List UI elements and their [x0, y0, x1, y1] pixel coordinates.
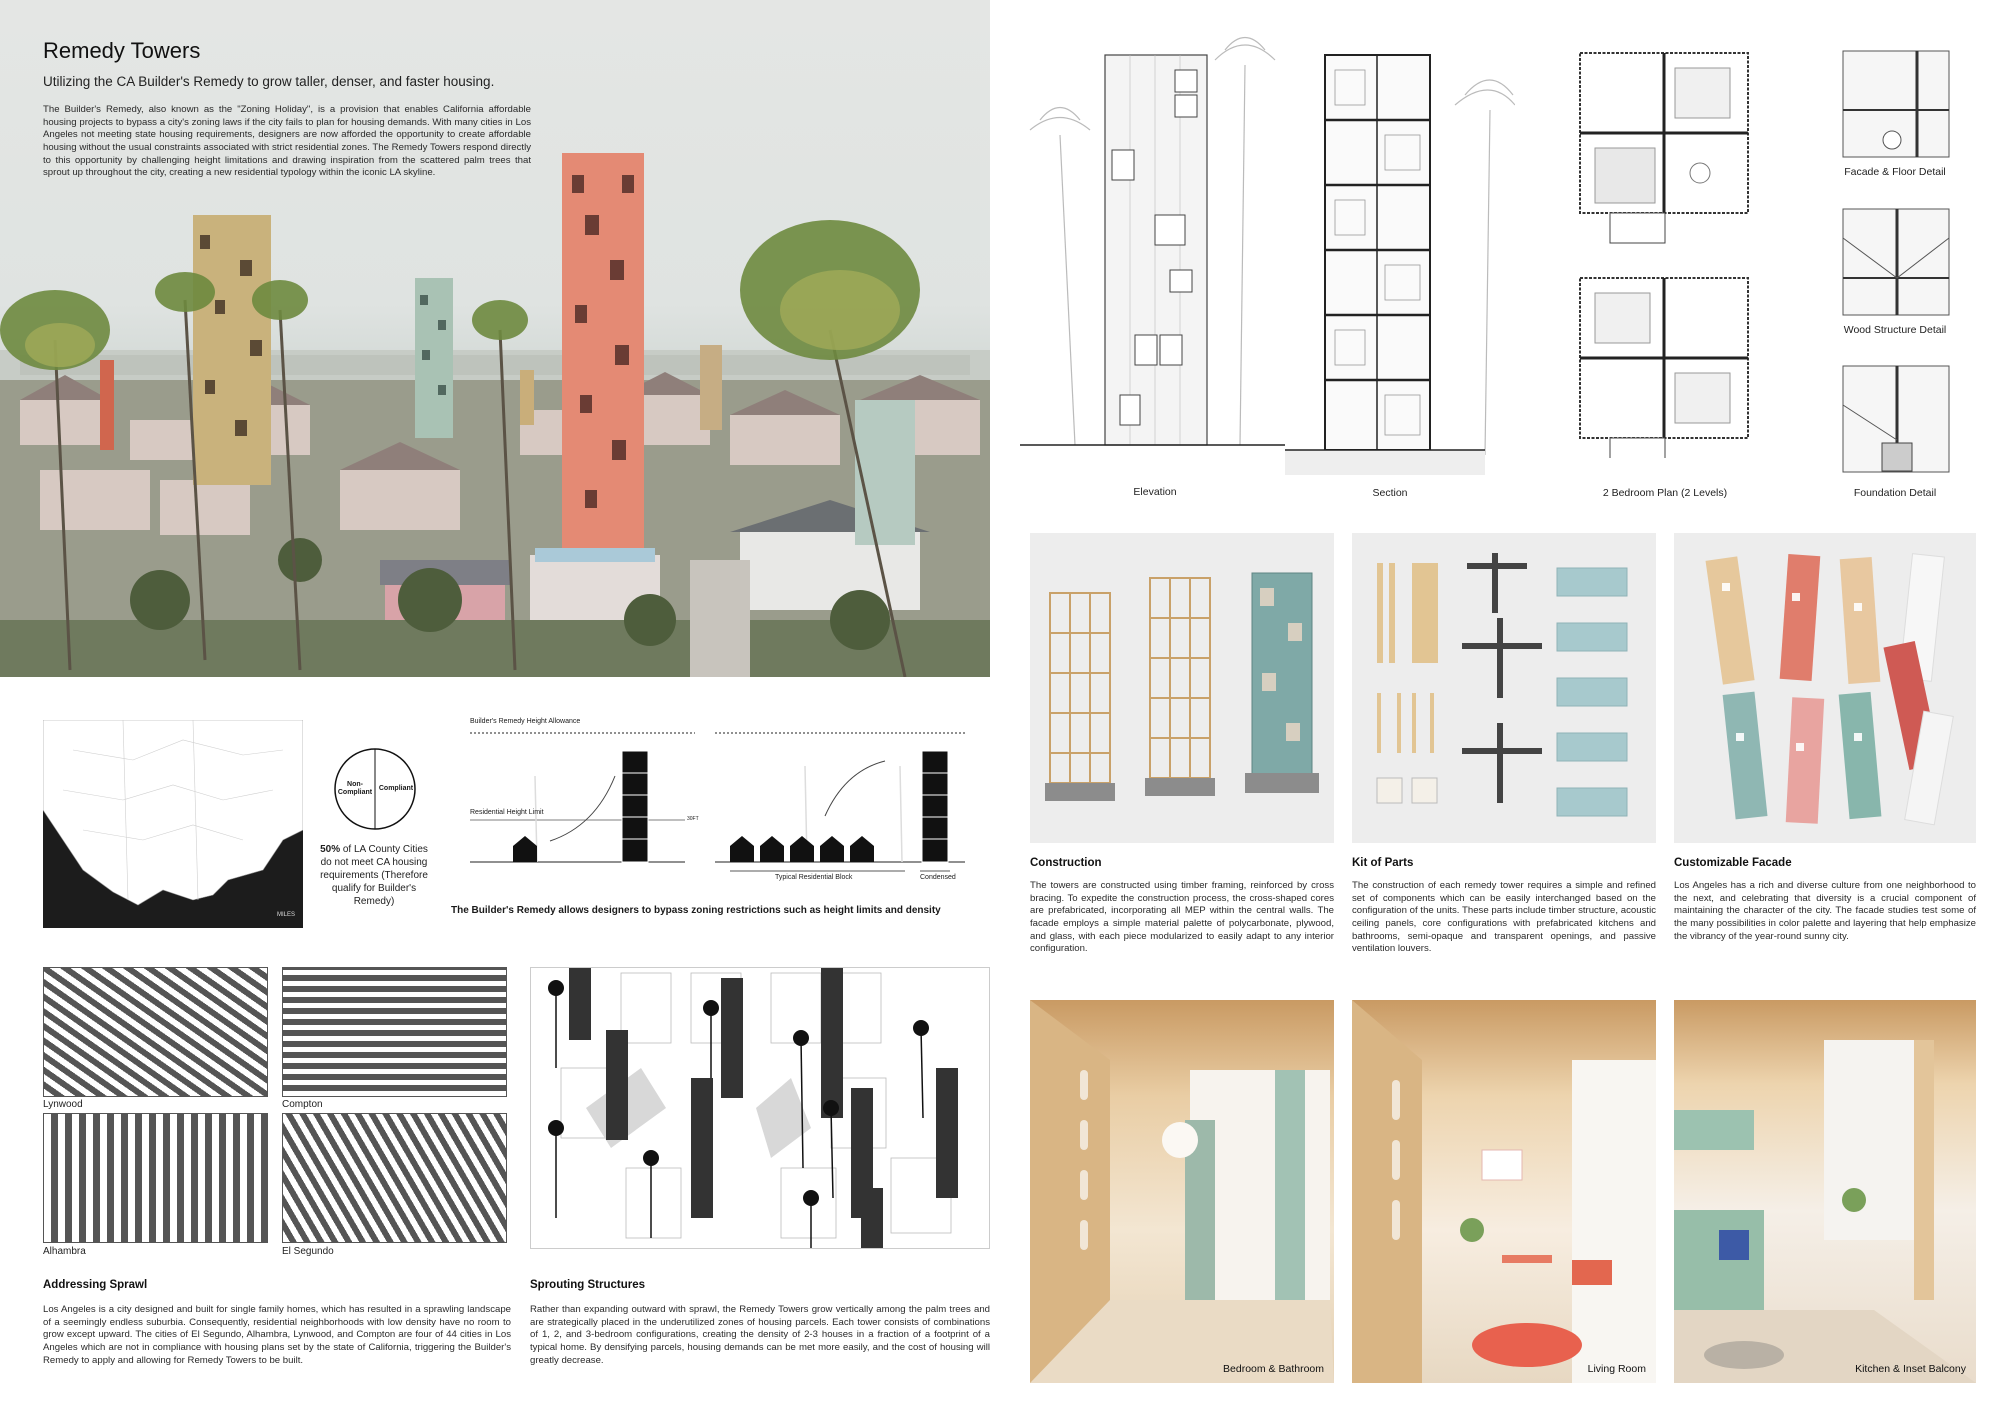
page-title: Remedy Towers — [43, 38, 201, 63]
label-lynwood: Lynwood — [43, 1099, 83, 1110]
la-county-map — [43, 720, 303, 928]
interior-kitchen-label: Kitchen & Inset Balcony — [1855, 1363, 1966, 1375]
sprouting-text: Rather than expanding outward with sprawl, the Remedy Towers grow vertically among the palm trees and are strategically placed in the underutilized zones of housing parcels. Each tower consists of combinations of 1, 2, and 3-bedroom configurations, creating the density of 2-3 houses in a fraction of a footprint of a typical home. By densifying parcels, housing demands can be met more easily, and the cost of housing will greatly decrease. — [530, 1304, 990, 1366]
pie-label-compliant: Compliant — [378, 785, 414, 792]
height-limit-value: 30FT — [687, 816, 699, 822]
construction-heading: Construction — [1030, 857, 1102, 869]
elevation-drawing — [1020, 25, 1290, 455]
height-allowance-label: Builder's Remedy Height Allowance — [470, 718, 581, 725]
hero-scene — [0, 0, 990, 677]
construction-image — [1030, 533, 1334, 843]
sprawl-text: Los Angeles is a city designed and built for single family homes, which has resulted in a sprawling landscape of a seemingly endless suburbia. Consequently, residential neighborhoods with low density have no room to grow except upward. The cities of El Segundo, Alhambra, Lynwood, and Compton are four of 44 cities in Los Angeles which are not in compliance with housing plans set by the state of California, triggering the Builder's Remedy to apply and allowing for Remedy Towers to be built. — [43, 1304, 511, 1366]
tower-pink — [562, 153, 644, 548]
label-compton: Compton — [282, 1099, 323, 1110]
interior-living-label: Living Room — [1587, 1363, 1646, 1375]
kit-text: The construction of each remedy tower requires a simple and refined set of components which can be easily interchanged based on the configuration of the units. These parts include timber structure, acoustic ceiling panels, core configurations with prefabricated kitchens and bathrooms, semi-opaque and transparent openings, and passive ventilation louvers. — [1352, 880, 1656, 955]
section-svg — [1285, 25, 1515, 480]
figure-ground-compton — [282, 967, 507, 1097]
page-subtitle: Utilizing the CA Builder's Remedy to grow taller, denser, and faster housing. — [43, 74, 495, 89]
compliance-pie — [333, 747, 417, 831]
height-diagram — [465, 716, 990, 886]
wood-detail-caption: Wood Structure Detail — [1843, 324, 1947, 336]
kit-of-parts-image — [1352, 533, 1656, 843]
tower-gold — [193, 215, 271, 485]
facade-detail-caption: Facade & Floor Detail — [1844, 166, 1946, 178]
figure-ground-alhambra — [43, 1113, 268, 1243]
label-el-segundo: El Segundo — [282, 1246, 334, 1257]
sprouting-heading: Sprouting Structures — [530, 1279, 646, 1291]
facade-heading: Customizable Facade — [1674, 857, 1792, 869]
block-label: Typical Residential Block — [775, 874, 853, 881]
plan-drawing — [1575, 48, 1755, 458]
sprawl-heading: Addressing Sprawl — [43, 1279, 148, 1291]
tower-sage — [415, 278, 453, 438]
section-drawing — [1285, 25, 1515, 480]
foundation-detail-caption: Foundation Detail — [1853, 487, 1937, 499]
height-diagram-caption: The Builder's Remedy allows designers to bypass zoning restrictions such as height limits and density — [451, 905, 941, 916]
foundation-detail-drawing — [1842, 365, 1950, 473]
interior-bedroom-label: Bedroom & Bathroom — [1223, 1363, 1324, 1375]
figure-ground-lynwood — [43, 967, 268, 1097]
height-limit-label: Residential Height Limit — [470, 809, 544, 816]
elevation-svg — [1020, 25, 1290, 455]
construction-text: The towers are constructed using timber framing, reinforced by cross bracing. To expedite the construction process, the cross-shaped cores are prefabricated, incorporating all MEP within the central walls. The facade employs a simple material palette of polycarbonate, plywood, and glass, with each piece modularized to easily adapt to any interior configuration. — [1030, 880, 1334, 955]
wood-detail-drawing — [1842, 208, 1950, 316]
elevation-caption: Elevation — [1133, 486, 1177, 498]
condensed-label: Condensed — [920, 874, 956, 881]
sprouting-axon — [530, 967, 990, 1249]
interior-living — [1352, 1000, 1656, 1383]
tower-right-sage — [855, 400, 915, 545]
interior-kitchen — [1674, 1000, 1976, 1383]
intro-paragraph: The Builder's Remedy, also known as the "Zoning Holiday", is a provision that enables California affordable housing projects to bypass a city's zoning laws if the city fails to plan for housing demands. With many cities in Los Angeles not meeting state housing requirements, designers are now afforded the opportunity to create affordable housing without the usual constraints associated with strict residential zones. The Remedy Towers respond directly to this opportunity by challenging height limitations and drawing inspiration from the scattered palm trees that sprout up throughout the city, creating a new residential typology within the iconic LA skyline. — [43, 104, 531, 179]
hero-rendering — [0, 0, 990, 677]
compliance-stat — [318, 843, 430, 908]
label-alhambra: Alhambra — [43, 1246, 86, 1257]
stat-text: of LA County Cities do not meet CA housing requirements (Therefore qualify for Builder's Remedy) — [320, 844, 428, 907]
plan-caption: 2 Bedroom Plan (2 Levels) — [1602, 487, 1728, 499]
facade-text: Los Angeles has a rich and diverse culture from one neighborhood to the next, and celebrating that diversity is a crucial component of maintaining the character of the city. The facade studies test some of the many possibilities in color palette and layering that help emphasize the vibrancy of the year-round sunny city. — [1674, 880, 1976, 942]
map-scale: MILES — [276, 912, 295, 918]
facade-studies-image — [1674, 533, 1976, 843]
section-caption: Section — [1372, 487, 1408, 499]
kit-heading: Kit of Parts — [1352, 857, 1414, 869]
interior-bedroom — [1030, 1000, 1334, 1383]
plan-svg — [1575, 48, 1755, 458]
figure-ground-el-segundo — [282, 1113, 507, 1243]
pie-label-noncompliant: Non-Compliant — [337, 781, 373, 796]
stat-percent: 50% — [320, 844, 341, 855]
facade-detail-drawing — [1842, 50, 1950, 158]
